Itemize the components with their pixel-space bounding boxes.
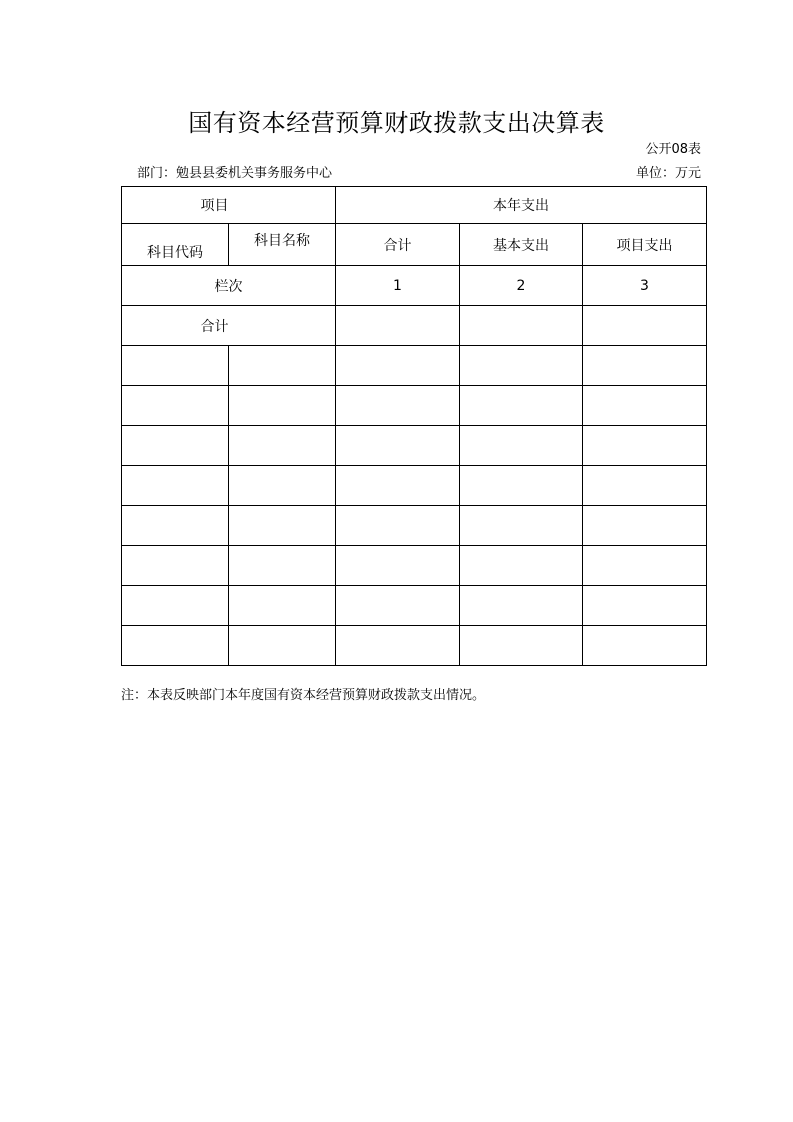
col-total: 合计 — [336, 224, 460, 266]
table-cell — [336, 506, 460, 546]
table-row — [122, 346, 707, 386]
table-row — [122, 586, 707, 626]
total-cell — [583, 306, 707, 346]
table-cell — [583, 426, 707, 466]
table-cell — [583, 546, 707, 586]
header-year-expense: 本年支出 — [336, 187, 707, 224]
table-cell — [460, 386, 583, 426]
unit-label: 单位：万元 — [635, 166, 701, 181]
col-name-cell — [229, 224, 336, 266]
table-cell — [122, 466, 229, 506]
table-cell — [122, 546, 229, 586]
col-name: 科目名称 — [254, 232, 310, 249]
table-cell — [229, 506, 336, 546]
table-cell — [336, 546, 460, 586]
table-cell — [122, 386, 229, 426]
table-cell — [229, 466, 336, 506]
table-cell — [122, 626, 229, 666]
table-cell — [583, 466, 707, 506]
table-cell — [460, 586, 583, 626]
table-cell — [336, 346, 460, 386]
index-row — [122, 266, 707, 306]
table-cell — [460, 626, 583, 666]
table-cell — [583, 626, 707, 666]
index-3: 3 — [583, 266, 707, 306]
table-cell — [229, 546, 336, 586]
table-cell — [583, 506, 707, 546]
table-cell — [460, 546, 583, 586]
table-cell — [122, 586, 229, 626]
expense-table — [121, 186, 707, 666]
total-row — [122, 306, 707, 346]
total-cell — [460, 306, 583, 346]
table-cell — [229, 386, 336, 426]
table-row — [122, 386, 707, 426]
table-cell — [583, 386, 707, 426]
table-cell — [583, 586, 707, 626]
col-basic: 基本支出 — [460, 224, 583, 266]
table-cell — [336, 386, 460, 426]
col-code-cell — [122, 224, 229, 266]
total-cell — [336, 306, 460, 346]
table-cell — [122, 506, 229, 546]
table-row — [122, 466, 707, 506]
table-cell — [229, 626, 336, 666]
table-row — [122, 506, 707, 546]
table-cell — [122, 346, 229, 386]
department-label: 部门：勉县县委机关事务服务中心 — [137, 166, 333, 181]
table-cell — [460, 346, 583, 386]
page-title: 国有资本经营预算财政拨款支出决算表 — [188, 109, 605, 137]
header-item: 项目 — [200, 198, 229, 214]
table-cell — [336, 586, 460, 626]
header-row — [122, 187, 707, 224]
footnote: 注：本表反映部门本年度国有资本经营预算财政拨款支出情况。 — [121, 688, 486, 703]
header-item-cell — [122, 187, 336, 224]
table-cell — [336, 466, 460, 506]
subheader-row — [122, 224, 707, 266]
table-cell — [460, 506, 583, 546]
col-code: 科目代码 — [147, 244, 203, 261]
table-cell — [460, 466, 583, 506]
table-row — [122, 626, 707, 666]
table-cell — [229, 346, 336, 386]
table-row — [122, 426, 707, 466]
table-cell — [122, 426, 229, 466]
table-row — [122, 546, 707, 586]
row-total-label-cell — [122, 306, 336, 346]
table-cell — [336, 426, 460, 466]
row-index-label: 栏次 — [122, 266, 336, 306]
row-total-label: 合计 — [200, 318, 229, 335]
table-cell — [460, 426, 583, 466]
col-project: 项目支出 — [583, 224, 707, 266]
table-cell — [229, 586, 336, 626]
table-cell — [229, 426, 336, 466]
table-cell — [336, 626, 460, 666]
index-2: 2 — [460, 266, 583, 306]
index-1: 1 — [336, 266, 460, 306]
form-number: 公开08表 — [645, 142, 701, 157]
table-cell — [583, 346, 707, 386]
